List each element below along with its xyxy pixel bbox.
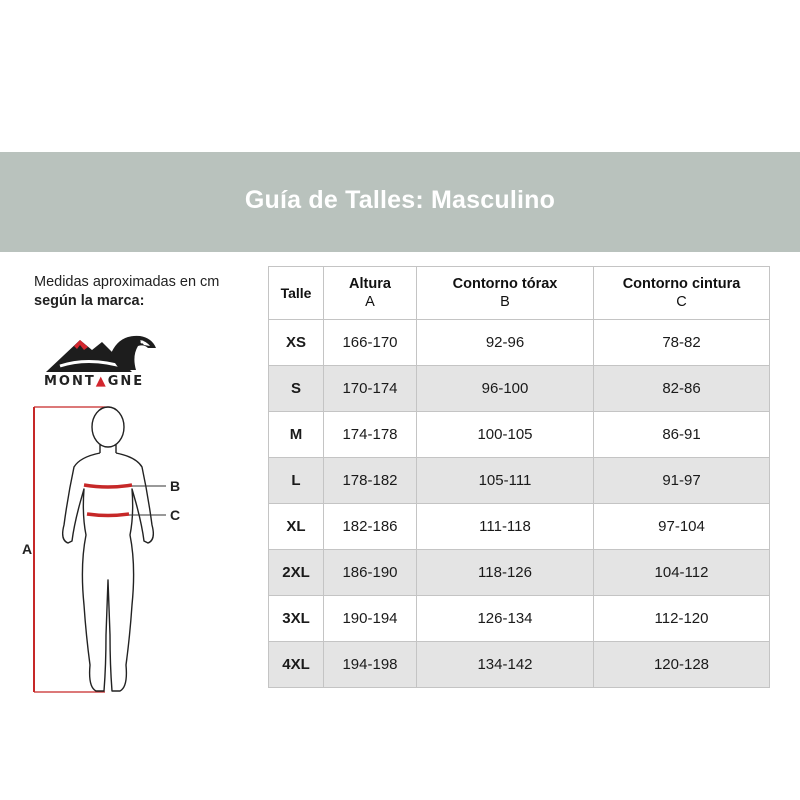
torax-cell: 105-111	[417, 458, 594, 504]
header-torax-label: Contorno tórax	[452, 276, 558, 292]
size-chart-table	[268, 266, 770, 688]
body-measurement-figure	[20, 395, 250, 700]
title-banner	[0, 152, 800, 252]
cintura-cell: 86-91	[594, 412, 770, 458]
torax-cell: 111-118	[417, 504, 594, 550]
torax-cell: 134-142	[417, 642, 594, 688]
torax-cell: 92-96	[417, 320, 594, 366]
header-torax	[417, 267, 594, 320]
table-row	[269, 642, 770, 688]
header-altura-label: Altura	[349, 276, 391, 292]
page-title: Guía de Talles: Masculino	[244, 185, 556, 214]
table-row	[269, 366, 770, 412]
cintura-cell: 78-82	[594, 320, 770, 366]
table-row	[269, 550, 770, 596]
cintura-cell: 82-86	[594, 366, 770, 412]
header-talle-label: Talle	[280, 285, 312, 301]
label-waist-c: C	[170, 507, 181, 523]
caption-line-1: Medidas aproximadas en cm	[34, 274, 220, 290]
table-row	[269, 596, 770, 642]
altura-cell: 170-174	[324, 366, 417, 412]
header-cintura-label: Contorno cintura	[622, 276, 741, 292]
cintura-cell: 120-128	[594, 642, 770, 688]
table-row	[269, 504, 770, 550]
size-cell: 4XL	[269, 642, 324, 688]
measurement-caption	[34, 273, 254, 311]
torax-cell: 118-126	[417, 550, 594, 596]
cintura-cell: 97-104	[594, 504, 770, 550]
cintura-cell: 112-120	[594, 596, 770, 642]
size-cell: 3XL	[269, 596, 324, 642]
header-talle	[269, 267, 324, 320]
table-row	[269, 458, 770, 504]
header-altura	[324, 267, 417, 320]
brand-wordmark: MONT▲GNE	[44, 374, 145, 389]
size-cell: 2XL	[269, 550, 324, 596]
table-row	[269, 320, 770, 366]
torax-cell: 96-100	[417, 366, 594, 412]
altura-cell: 186-190	[324, 550, 417, 596]
table-row	[269, 412, 770, 458]
size-cell: XL	[269, 504, 324, 550]
table-header-row	[269, 267, 770, 320]
size-cell: L	[269, 458, 324, 504]
torax-cell: 100-105	[417, 412, 594, 458]
altura-cell: 190-194	[324, 596, 417, 642]
body-silhouette-icon	[20, 395, 250, 700]
label-chest-b: B	[170, 478, 181, 494]
altura-cell: 166-170	[324, 320, 417, 366]
altura-cell: 194-198	[324, 642, 417, 688]
label-height-a: A	[22, 541, 33, 557]
brand-logo	[40, 326, 180, 396]
altura-cell: 178-182	[324, 458, 417, 504]
torax-cell: 126-134	[417, 596, 594, 642]
size-cell: M	[269, 412, 324, 458]
size-cell: XS	[269, 320, 324, 366]
caption-line-2: según la marca:	[34, 293, 145, 309]
altura-cell: 182-186	[324, 504, 417, 550]
header-torax-sub: B	[500, 294, 510, 310]
mountain-eagle-logo-icon	[40, 326, 180, 376]
header-altura-sub: A	[365, 294, 375, 310]
altura-cell: 174-178	[324, 412, 417, 458]
cintura-cell: 104-112	[594, 550, 770, 596]
cintura-cell: 91-97	[594, 458, 770, 504]
size-cell: S	[269, 366, 324, 412]
header-cintura	[594, 267, 770, 320]
header-cintura-sub: C	[676, 294, 687, 310]
